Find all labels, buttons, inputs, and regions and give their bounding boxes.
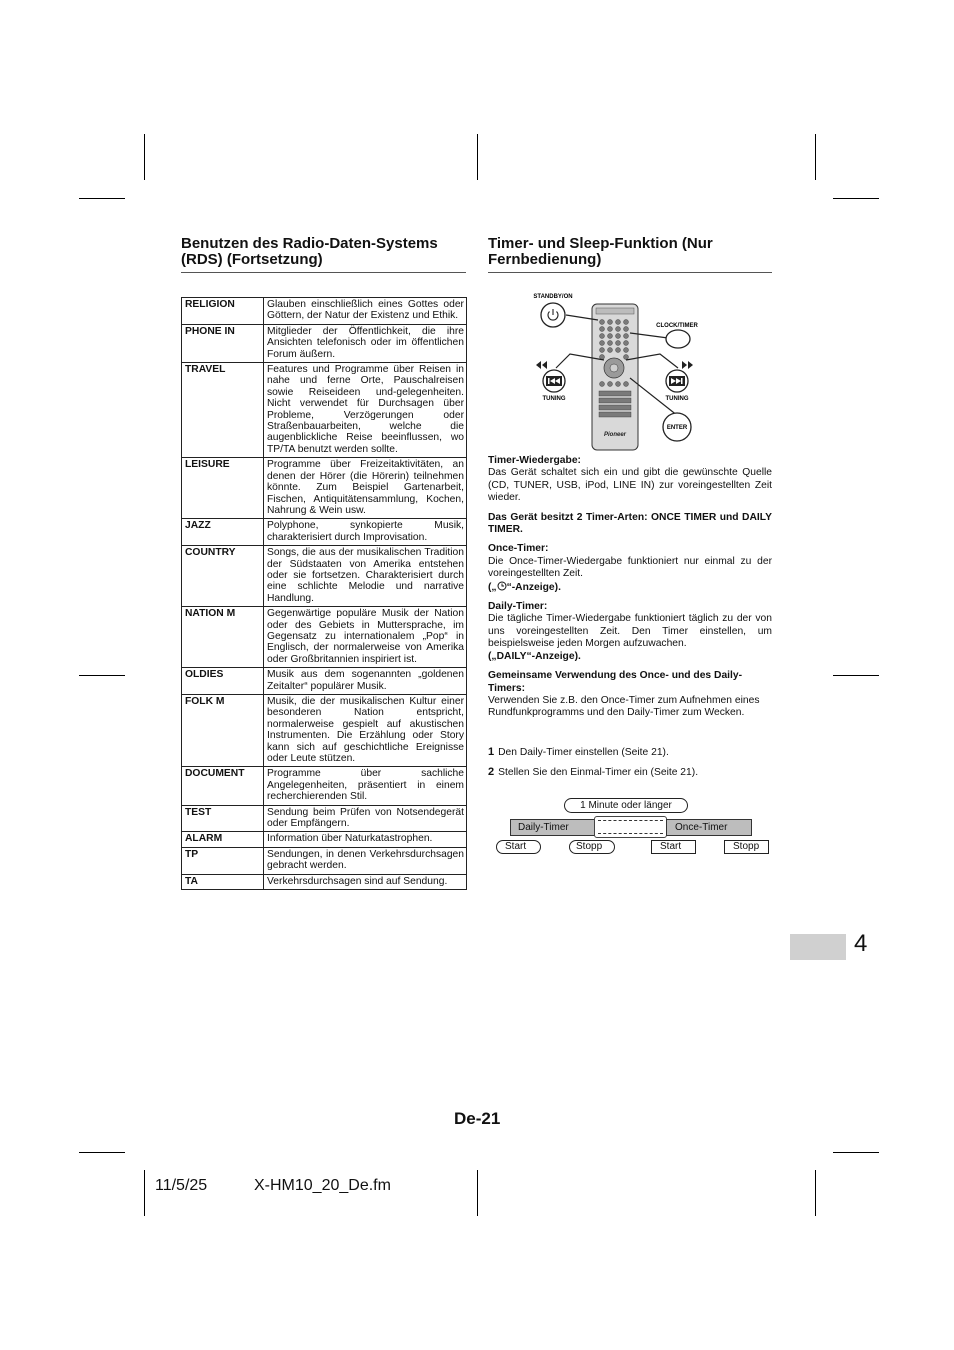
crop-mark	[79, 198, 125, 199]
daily-timer-indicator: („DAILY“-Anzeige).	[488, 650, 581, 662]
table-cell-key: TRAVEL	[182, 363, 264, 458]
combined-use-text: Verwenden Sie z.B. den Once-Timer zum Aufnehmen eines Rundfunkprogramms und den Daily-Timer zum Wecken.	[488, 694, 760, 719]
stop-label: Stopp	[569, 840, 615, 854]
once-timer-bar: Once-Timer	[666, 819, 752, 836]
table-cell-value: Musik, die der musikalischen Kultur einer besonderen Nation entspricht, normalerweise gespielt auf akustischen Instrumenten. Die Erzählung oder Story kann sich auf geschichtliche Ereignisse oder Leute stützen.	[264, 695, 467, 767]
table-cell-value: Sendungen, in denen Verkehrsdurchsagen gebracht werden.	[264, 847, 467, 874]
clock-timer-label: CLOCK/TIMER	[656, 323, 698, 329]
timer-playback-text: Das Gerät schaltet sich ein und gibt die gewünschte Quelle (CD, TUNER, USB, iPod, LINE IN) zur voreingestellten Zeit wieder.	[488, 467, 772, 504]
clock-timer-button	[666, 330, 690, 348]
once-timer-indicator: („ “-Anzeige).	[488, 581, 561, 593]
table-row	[182, 874, 467, 889]
crop-mark	[79, 1152, 125, 1153]
table-cell-key: TEST	[182, 805, 264, 832]
crop-mark	[833, 1152, 879, 1153]
table-row	[182, 668, 467, 695]
standby-label: STANDBY/ON	[533, 294, 573, 300]
table-row	[182, 546, 467, 607]
remote-brand-label: Pioneer	[603, 432, 627, 438]
page-tab	[790, 934, 846, 960]
start-label: Start	[651, 840, 696, 854]
timer-heading: Timer- und Sleep-Funktion (Nur Fernbedienung)	[488, 235, 713, 268]
timer-description	[488, 455, 772, 720]
start-label: Start	[496, 840, 541, 854]
section-number: 4	[854, 930, 868, 957]
combined-use-title: Gemeinsame Verwendung des Once- und des Daily-Timers:	[488, 670, 743, 694]
table-row	[182, 805, 467, 832]
table-row	[182, 324, 467, 362]
table-cell-value: Gegenwärtige populäre Musik der Nation oder des Gebiets in Muttersprache, im Gegensatz zu internationalem „Pop“ in Englisch, der normalerweise von Amerika oder Großbritannien inspiriert ist.	[264, 607, 467, 668]
daily-timer-title: Daily-Timer:	[488, 601, 548, 613]
crop-mark	[833, 675, 879, 676]
tuning-right-label: TUNING	[665, 396, 689, 402]
crop-mark	[477, 1170, 478, 1216]
timer-types-text: Das Gerät besitzt 2 Timer-Arten: ONCE TIMER und DAILY TIMER.	[488, 511, 772, 536]
daily-timer-bar: Daily-Timer	[510, 819, 596, 836]
timer-diagram	[495, 796, 775, 858]
rewind-icon	[536, 361, 547, 369]
slug-date: 11/5/25	[155, 1177, 208, 1194]
once-timer-title: Once-Timer:	[488, 543, 549, 555]
table-cell-key: RELIGION	[182, 298, 264, 325]
remote-control-illustration	[530, 288, 710, 454]
table-cell-value: Information über Naturkatastrophen.	[264, 832, 467, 847]
table-cell-value: Polyphone, synkopierte Musik, charakterisiert durch Improvisation.	[264, 519, 467, 546]
table-cell-key: TA	[182, 874, 264, 889]
table-cell-value: Songs, die aus der musikalischen Tradition der Südstaaten von Amerika entstehen oder sie fortsetzen. Charakterisiert durch eine schlichte Melodie und narrative Handlung.	[264, 546, 467, 607]
crop-mark	[79, 675, 125, 676]
table-cell-key: LEISURE	[182, 458, 264, 519]
crop-mark	[833, 198, 879, 199]
table-row	[182, 847, 467, 874]
table-row	[182, 832, 467, 847]
table-cell-key: PHONE IN	[182, 324, 264, 362]
table-cell-value: Mitglieder der Öffentlichkeit, die ihre Ansichten telefonisch oder im öffentlichen Forum äußern.	[264, 324, 467, 362]
heading-rule	[181, 272, 466, 273]
step-1: 1 Den Daily-Timer einstellen (Seite 21).	[488, 746, 669, 758]
heading-rule	[488, 272, 772, 273]
daily-timer-text: Die tägliche Timer-Wiedergabe funktioniert täglich zu der von uns voreingestellten Zeit. Den Timer einstellen, um beispielsweise jeden Morgen aufzuwachen.	[488, 613, 772, 650]
fast-forward-icon	[682, 361, 693, 369]
table-cell-key: COUNTRY	[182, 546, 264, 607]
table-cell-value: Sendung beim Prüfen von Notsendegerät oder Empfängern.	[264, 805, 467, 832]
stop-label: Stopp	[724, 840, 769, 854]
table-row	[182, 607, 467, 668]
crop-mark	[477, 134, 478, 180]
table-cell-key: ALARM	[182, 832, 264, 847]
table-row	[182, 767, 467, 805]
crop-mark	[815, 134, 816, 180]
table-cell-value: Glauben einschließlich eines Gottes oder Göttern, der Natur der Existenz und Ethik.	[264, 298, 467, 325]
table-row	[182, 695, 467, 767]
page-number: De-21	[454, 1109, 501, 1128]
table-cell-value: Verkehrsdurchsagen sind auf Sendung.	[264, 874, 467, 889]
rds-heading: Benutzen des Radio-Daten-Systems (RDS) (Fortsetzung)	[181, 235, 438, 268]
table-row	[182, 519, 467, 546]
rds-table	[181, 297, 467, 890]
slug-filename: X-HM10_20_De.fm	[254, 1177, 391, 1194]
crop-mark	[815, 1170, 816, 1216]
once-timer-text: Die Once-Timer-Wiedergabe funktioniert nur einmal zu der voreingestellten Zeit.	[488, 555, 772, 580]
tuning-left-label: TUNING	[542, 396, 566, 402]
table-row	[182, 363, 467, 458]
table-row	[182, 458, 467, 519]
timer-clock-icon	[497, 581, 507, 591]
gap-label: 1 Minute oder länger	[564, 798, 688, 813]
table-cell-key: OLDIES	[182, 668, 264, 695]
table-cell-key: NATION M	[182, 607, 264, 668]
timer-playback-title: Timer-Wiedergabe:	[488, 455, 581, 466]
crop-mark	[144, 1170, 145, 1216]
table-cell-key: FOLK M	[182, 695, 264, 767]
table-cell-key: DOCUMENT	[182, 767, 264, 805]
enter-label: ENTER	[666, 425, 688, 431]
table-row	[182, 298, 467, 325]
table-cell-value: Programme über Freizeitaktivitäten, an denen der Hörer (die Hörerin) teilnehmen könnte. Zum Beispiel Gartenarbeit, Fischen, Antiquitätensammlung, Kochen, Nahrung & Wein usw.	[264, 458, 467, 519]
table-cell-value: Features und Programme über Reisen in nahe und ferne Orte, Pauschalreisen sowie Reiseideen und-gelegenheiten. Nicht verwendet für Durchsagen über Probleme, Verzögerungen oder Straßenbauarbeiten, welche die augenblickliche Reise beeinflussen, wo TP/TA benutzt werden sollte.	[264, 363, 467, 458]
step-2: 2 Stellen Sie den Einmal-Timer ein (Seite 21).	[488, 766, 699, 778]
table-cell-key: JAZZ	[182, 519, 264, 546]
table-cell-key: TP	[182, 847, 264, 874]
table-cell-value: Programme über sachliche Angelegenheiten, präsentiert in einem recherchierenden Stil.	[264, 767, 467, 805]
table-cell-value: Musik aus dem sogenannten „goldenen Zeitalter“ populärer Musik.	[264, 668, 467, 695]
crop-mark	[144, 134, 145, 180]
